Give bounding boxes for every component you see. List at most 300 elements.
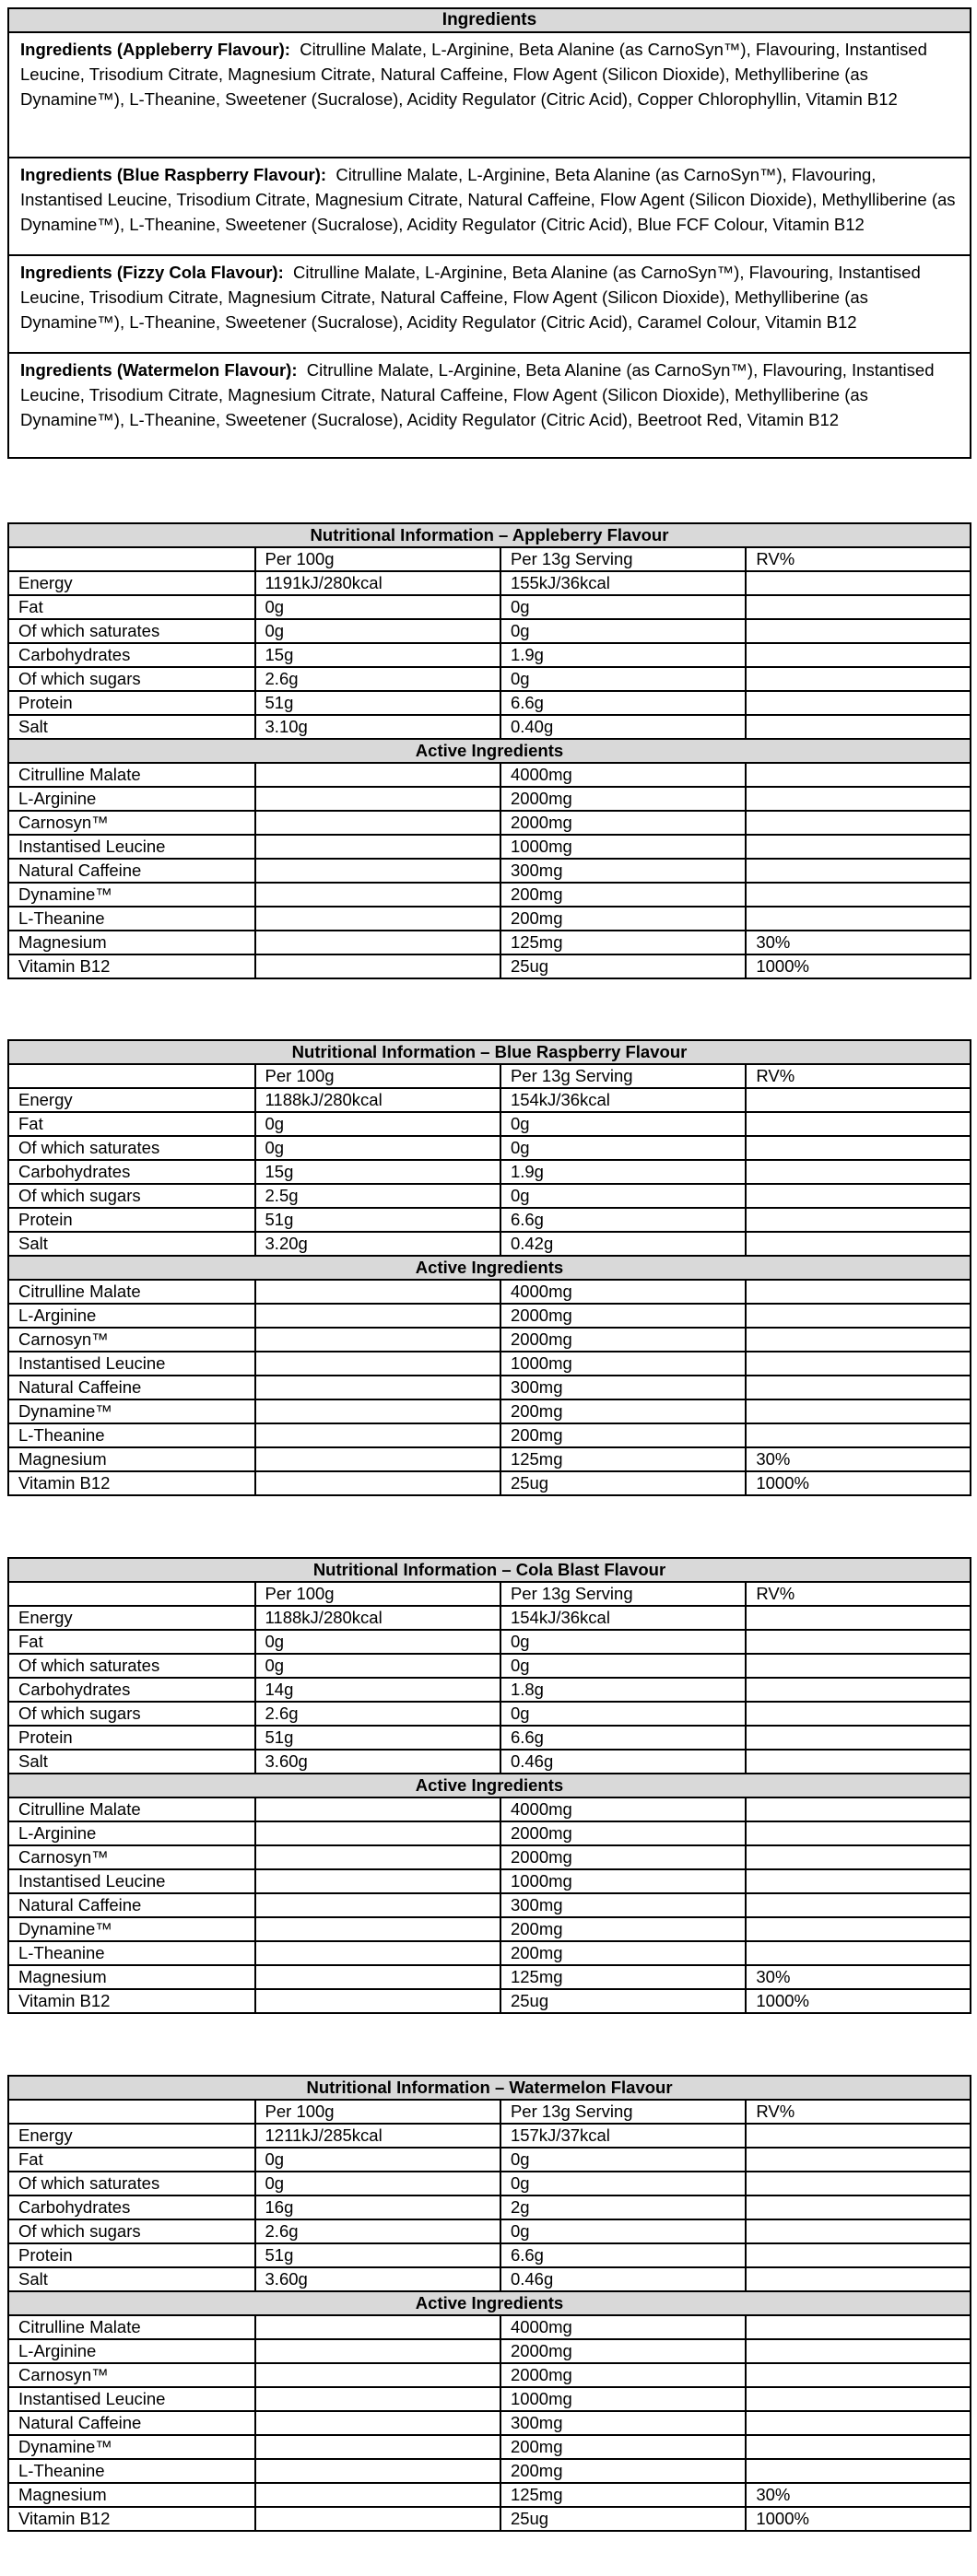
table-cell: 200mg [500, 1399, 746, 1423]
ingredients-header-row [8, 8, 971, 32]
table-cell: 25ug [500, 954, 746, 978]
table-row [8, 1965, 971, 1989]
table-row [8, 859, 971, 883]
table-cell: 1000% [746, 1471, 971, 1495]
table-cell: RV% [746, 547, 971, 571]
table-cell [8, 1582, 255, 1606]
table-cell: Citrulline Malate [8, 763, 255, 787]
table-cell: 2000mg [500, 2363, 746, 2387]
table-row [8, 2243, 971, 2267]
table-row [8, 1304, 971, 1328]
table-cell: Magnesium [8, 931, 255, 954]
table-row [8, 2315, 971, 2339]
table-cell: 1000% [746, 2507, 971, 2531]
ingredients-row [8, 353, 971, 458]
table-cell: L-Arginine [8, 2339, 255, 2363]
nutrition-table-title: Nutritional Information – Appleberry Flavour [8, 523, 971, 547]
table-cell: Fat [8, 595, 255, 619]
table-cell: Carnosyn™ [8, 1328, 255, 1352]
table-cell [746, 1917, 971, 1941]
table-cell: 200mg [500, 1941, 746, 1965]
table-row [8, 954, 971, 978]
active-ingredients-title-row [8, 1256, 971, 1280]
ingredients-cell [8, 353, 971, 458]
table-cell: 0g [255, 2148, 500, 2172]
table-cell: Natural Caffeine [8, 2411, 255, 2435]
ingredient-text: Citrulline Malate, L-Arginine, Beta Alanine (as CarnoSyn™), Flavouring, Instantised Leucine, Trisodium Citrate, Magnesium Citrate, Natural Caffeine, Flow Agent (Silicon Dioxide), Methylliberine (as Dynamine™), L-Theanine, Sweetener (Sucralose), Acidity Regulator (Citric Acid), Copper Chlorophyllin, Vitamin B12 [20, 40, 927, 109]
table-row [8, 1821, 971, 1845]
table-row [8, 1893, 971, 1917]
table-cell: 2000mg [500, 2339, 746, 2363]
table-cell: RV% [746, 1064, 971, 1088]
table-cell [746, 595, 971, 619]
table-cell: RV% [746, 2100, 971, 2124]
table-cell [746, 859, 971, 883]
nutrition-table-title: Nutritional Information – Blue Raspberry Flavour [8, 1040, 971, 1064]
table-row [8, 715, 971, 739]
ingredients-table [7, 7, 971, 459]
table-cell: 300mg [500, 1376, 746, 1399]
table-cell [746, 1941, 971, 1965]
active-ingredients-title: Active Ingredients [8, 739, 971, 763]
table-cell [255, 1280, 500, 1304]
table-cell: 200mg [500, 883, 746, 907]
table-cell: Magnesium [8, 1447, 255, 1471]
table-cell: Of which saturates [8, 619, 255, 643]
table-cell: Carbohydrates [8, 1160, 255, 1184]
table-row [8, 619, 971, 643]
table-cell [255, 1471, 500, 1495]
table-cell: Fat [8, 1630, 255, 1654]
table-cell [255, 2507, 500, 2531]
table-cell [746, 1280, 971, 1304]
table-cell [255, 1447, 500, 1471]
nutrition-table-title-row [8, 1558, 971, 1582]
table-row [8, 787, 971, 811]
table-cell: Dynamine™ [8, 1399, 255, 1423]
ingredients-row [8, 255, 971, 353]
table-cell: 0g [255, 595, 500, 619]
table-cell [255, 954, 500, 978]
table-cell [746, 1726, 971, 1750]
table-cell [746, 1328, 971, 1352]
table-row [8, 1088, 971, 1112]
table-cell: Of which sugars [8, 2219, 255, 2243]
table-cell [255, 1352, 500, 1376]
table-cell [746, 2339, 971, 2363]
table-cell: 0g [255, 2172, 500, 2195]
table-cell: Magnesium [8, 1965, 255, 1989]
table-cell [255, 2411, 500, 2435]
ingredient-label: Ingredients (Appleberry Flavour): [20, 40, 290, 59]
table-row [8, 1208, 971, 1232]
table-cell [746, 1304, 971, 1328]
table-cell [746, 691, 971, 715]
ingredients-cell [8, 158, 971, 255]
table-row [8, 1447, 971, 1471]
table-cell [746, 787, 971, 811]
table-cell [746, 571, 971, 595]
table-cell: 4000mg [500, 763, 746, 787]
table-cell: 200mg [500, 2459, 746, 2483]
table-cell: 30% [746, 1965, 971, 1989]
table-cell: Salt [8, 1750, 255, 1774]
table-cell: 30% [746, 1447, 971, 1471]
table-row [8, 2483, 971, 2507]
table-cell: 15g [255, 1160, 500, 1184]
table-cell: Magnesium [8, 2483, 255, 2507]
table-cell [746, 643, 971, 667]
table-cell: 2000mg [500, 1845, 746, 1869]
table-cell: Citrulline Malate [8, 2315, 255, 2339]
table-cell: 1000% [746, 954, 971, 978]
table-row [8, 1160, 971, 1184]
table-cell: L-Theanine [8, 1423, 255, 1447]
table-cell: 3.20g [255, 1232, 500, 1256]
table-cell: Vitamin B12 [8, 1471, 255, 1495]
table-cell: 0g [500, 2148, 746, 2172]
table-cell [255, 1893, 500, 1917]
table-cell [746, 667, 971, 691]
table-cell: Citrulline Malate [8, 1797, 255, 1821]
table-row [8, 2195, 971, 2219]
table-row [8, 1328, 971, 1352]
table-row [8, 1678, 971, 1702]
table-cell: Carnosyn™ [8, 2363, 255, 2387]
nutrition-table [7, 522, 971, 979]
table-row [8, 691, 971, 715]
table-row [8, 1941, 971, 1965]
table-cell: Fat [8, 2148, 255, 2172]
table-cell: 157kJ/37kcal [500, 2124, 746, 2148]
table-row [8, 1606, 971, 1630]
table-row [8, 1845, 971, 1869]
table-cell [255, 1376, 500, 1399]
table-cell: Per 13g Serving [500, 1582, 746, 1606]
table-cell [746, 1112, 971, 1136]
table-cell [746, 2267, 971, 2291]
table-row [8, 1750, 971, 1774]
nutrition-table-title-row [8, 2076, 971, 2100]
table-row [8, 1184, 971, 1208]
ingredients-row [8, 32, 971, 158]
nutrition-table [7, 1557, 971, 2014]
table-cell: 4000mg [500, 2315, 746, 2339]
table-cell: 300mg [500, 1893, 746, 1917]
table-cell: 0g [500, 1184, 746, 1208]
table-cell: Per 100g [255, 1582, 500, 1606]
table-row [8, 1654, 971, 1678]
table-cell: Vitamin B12 [8, 1989, 255, 2013]
table-cell [746, 2435, 971, 2459]
table-cell: Per 100g [255, 547, 500, 571]
table-cell: Per 100g [255, 1064, 500, 1088]
table-cell: 2.6g [255, 667, 500, 691]
table-cell [746, 1352, 971, 1376]
table-cell [746, 1232, 971, 1256]
table-row [8, 763, 971, 787]
table-cell: 51g [255, 1726, 500, 1750]
table-row [8, 1797, 971, 1821]
table-cell: Protein [8, 1208, 255, 1232]
table-row [8, 1869, 971, 1893]
table-cell: Per 13g Serving [500, 1064, 746, 1088]
table-cell: 0g [500, 1702, 746, 1726]
table-cell: Of which sugars [8, 667, 255, 691]
table-cell: 30% [746, 2483, 971, 2507]
table-cell [255, 1797, 500, 1821]
table-cell [255, 2363, 500, 2387]
table-cell: 6.6g [500, 1726, 746, 1750]
ingredients-cell [8, 255, 971, 353]
table-cell [746, 715, 971, 739]
table-cell: Salt [8, 2267, 255, 2291]
table-cell: Vitamin B12 [8, 2507, 255, 2531]
table-cell: Instantised Leucine [8, 2387, 255, 2411]
table-cell: 3.60g [255, 1750, 500, 1774]
table-cell: 0.42g [500, 1232, 746, 1256]
table-row [8, 883, 971, 907]
nutrition-table [7, 2075, 971, 2532]
table-cell: 2g [500, 2195, 746, 2219]
table-cell [8, 2100, 255, 2124]
table-cell: 2.6g [255, 1702, 500, 1726]
table-cell [746, 1821, 971, 1845]
table-row [8, 1423, 971, 1447]
table-cell: 1211kJ/285kcal [255, 2124, 500, 2148]
table-cell [255, 2387, 500, 2411]
table-row [8, 2219, 971, 2243]
table-cell: Of which sugars [8, 1702, 255, 1726]
table-row [8, 2387, 971, 2411]
table-cell: Per 13g Serving [500, 547, 746, 571]
table-cell: 1000mg [500, 1869, 746, 1893]
table-cell: 125mg [500, 1965, 746, 1989]
table-row [8, 931, 971, 954]
table-cell [255, 859, 500, 883]
table-cell: Salt [8, 1232, 255, 1256]
active-ingredients-title-row [8, 2291, 971, 2315]
nutrition-table-title: Nutritional Information – Watermelon Flavour [8, 2076, 971, 2100]
table-cell [255, 1423, 500, 1447]
table-cell [746, 1184, 971, 1208]
table-row [8, 2411, 971, 2435]
table-cell [746, 2387, 971, 2411]
table-cell [255, 931, 500, 954]
table-cell: Protein [8, 2243, 255, 2267]
table-cell [746, 2148, 971, 2172]
table-cell: Protein [8, 691, 255, 715]
table-cell: 154kJ/36kcal [500, 1088, 746, 1112]
table-cell: Of which sugars [8, 1184, 255, 1208]
nutrition-column-header-row [8, 547, 971, 571]
nutrition-table-title: Nutritional Information – Cola Blast Flavour [8, 1558, 971, 1582]
table-cell: 4000mg [500, 1280, 746, 1304]
table-row [8, 1136, 971, 1160]
table-cell: 1.8g [500, 1678, 746, 1702]
table-cell: L-Arginine [8, 1304, 255, 1328]
table-cell: 1000mg [500, 2387, 746, 2411]
table-cell: 200mg [500, 1423, 746, 1447]
ingredients-title: Ingredients [8, 8, 971, 32]
table-cell [746, 2243, 971, 2267]
ingredients-row [8, 158, 971, 255]
table-cell: 200mg [500, 907, 746, 931]
table-cell: 2000mg [500, 1304, 746, 1328]
table-cell: 1188kJ/280kcal [255, 1606, 500, 1630]
table-cell [255, 835, 500, 859]
table-cell: Protein [8, 1726, 255, 1750]
table-cell: 30% [746, 931, 971, 954]
table-cell: 0g [500, 1630, 746, 1654]
table-cell [746, 1893, 971, 1917]
table-cell [746, 883, 971, 907]
table-cell [746, 619, 971, 643]
table-cell [746, 2411, 971, 2435]
table-cell [746, 2124, 971, 2148]
table-row [8, 571, 971, 595]
table-cell [255, 2483, 500, 2507]
table-row [8, 1471, 971, 1495]
table-cell: Carnosyn™ [8, 1845, 255, 1869]
table-cell [8, 1064, 255, 1088]
table-cell: 125mg [500, 2483, 746, 2507]
nutrition-column-header-row [8, 2100, 971, 2124]
table-cell [255, 2315, 500, 2339]
nutrition-table-title-row [8, 1040, 971, 1064]
table-row [8, 643, 971, 667]
table-cell: Instantised Leucine [8, 1869, 255, 1893]
table-row [8, 1702, 971, 1726]
table-cell: 1000mg [500, 835, 746, 859]
table-row [8, 595, 971, 619]
table-cell: 6.6g [500, 1208, 746, 1232]
table-cell: 0g [255, 1112, 500, 1136]
table-cell [746, 2172, 971, 2195]
table-cell [255, 1845, 500, 1869]
table-cell: 0g [500, 1136, 746, 1160]
table-cell [255, 883, 500, 907]
table-row [8, 2507, 971, 2531]
table-cell: 125mg [500, 1447, 746, 1471]
table-cell: 1000% [746, 1989, 971, 2013]
table-cell [255, 1917, 500, 1941]
table-cell [746, 1678, 971, 1702]
table-cell: L-Theanine [8, 907, 255, 931]
table-row [8, 811, 971, 835]
table-row [8, 2459, 971, 2483]
table-cell: 0g [255, 1654, 500, 1678]
table-cell [255, 1869, 500, 1893]
table-cell [746, 1136, 971, 1160]
table-cell [746, 1630, 971, 1654]
table-cell: 0g [500, 2172, 746, 2195]
table-cell: Carbohydrates [8, 643, 255, 667]
table-row [8, 1352, 971, 1376]
table-cell [746, 1845, 971, 1869]
table-cell: Natural Caffeine [8, 1893, 255, 1917]
active-ingredients-title-row [8, 739, 971, 763]
table-cell [746, 1088, 971, 1112]
table-cell: Dynamine™ [8, 883, 255, 907]
table-row [8, 1376, 971, 1399]
table-cell [746, 1702, 971, 1726]
table-cell: Dynamine™ [8, 2435, 255, 2459]
table-cell: 4000mg [500, 1797, 746, 1821]
table-cell: 0g [255, 619, 500, 643]
table-cell [255, 1989, 500, 2013]
table-cell: 300mg [500, 859, 746, 883]
table-cell: Energy [8, 2124, 255, 2148]
ingredient-label: Ingredients (Blue Raspberry Flavour): [20, 165, 327, 184]
table-row [8, 1989, 971, 2013]
table-cell [746, 1606, 971, 1630]
table-row [8, 1112, 971, 1136]
table-cell: 0g [500, 619, 746, 643]
table-cell: RV% [746, 1582, 971, 1606]
table-cell [746, 1160, 971, 1184]
ingredient-text: Citrulline Malate, L-Arginine, Beta Alanine (as CarnoSyn™), Flavouring, Instantised Leucine, Trisodium Citrate, Magnesium Citrate, Natural Caffeine, Flow Agent (Silicon Dioxide), Methylliberine (as Dynamine™), L-Theanine, Sweetener (Sucralose), Acidity Regulator (Citric Acid), Caramel Colour, Vitamin B12 [20, 263, 921, 332]
ingredient-label: Ingredients (Fizzy Cola Flavour): [20, 263, 284, 282]
table-cell [746, 2195, 971, 2219]
table-cell: L-Theanine [8, 2459, 255, 2483]
table-cell: 0.46g [500, 1750, 746, 1774]
table-cell: 3.10g [255, 715, 500, 739]
table-cell: 1.9g [500, 1160, 746, 1184]
ingredients-cell [8, 32, 971, 158]
table-cell: L-Arginine [8, 1821, 255, 1845]
table-cell [746, 1750, 971, 1774]
table-cell: 0g [255, 1630, 500, 1654]
table-row [8, 835, 971, 859]
table-cell: Carnosyn™ [8, 811, 255, 835]
table-cell [746, 811, 971, 835]
table-cell [255, 1328, 500, 1352]
table-cell: Vitamin B12 [8, 954, 255, 978]
table-cell: 300mg [500, 2411, 746, 2435]
ingredient-text: Citrulline Malate, L-Arginine, Beta Alanine (as CarnoSyn™), Flavouring, Instantised Leucine, Trisodium Citrate, Magnesium Citrate, Natural Caffeine, Flow Agent (Silicon Dioxide), Methylliberine (as Dynamine™), L-Theanine, Sweetener (Sucralose), Acidity Regulator (Citric Acid), Beetroot Red, Vitamin B12 [20, 360, 935, 429]
table-row [8, 2339, 971, 2363]
table-cell [746, 2363, 971, 2387]
table-row [8, 1726, 971, 1750]
table-cell [746, 2459, 971, 2483]
table-cell: Natural Caffeine [8, 859, 255, 883]
ingredient-label: Ingredients (Watermelon Flavour): [20, 360, 298, 380]
nutrition-column-header-row [8, 1582, 971, 1606]
table-cell: 155kJ/36kcal [500, 571, 746, 595]
table-cell: 51g [255, 2243, 500, 2267]
table-cell: Of which saturates [8, 1136, 255, 1160]
table-cell: 3.60g [255, 2267, 500, 2291]
table-cell: 1.9g [500, 643, 746, 667]
table-cell [255, 2339, 500, 2363]
table-cell: Natural Caffeine [8, 1376, 255, 1399]
active-ingredients-title: Active Ingredients [8, 2291, 971, 2315]
table-cell: Energy [8, 571, 255, 595]
table-cell [746, 1423, 971, 1447]
table-cell: Citrulline Malate [8, 1280, 255, 1304]
table-cell: 6.6g [500, 691, 746, 715]
table-cell: Carbohydrates [8, 1678, 255, 1702]
table-cell [746, 1869, 971, 1893]
table-row [8, 1630, 971, 1654]
table-cell: 2.6g [255, 2219, 500, 2243]
table-cell [255, 1399, 500, 1423]
table-cell: 6.6g [500, 2243, 746, 2267]
active-ingredients-title: Active Ingredients [8, 1774, 971, 1797]
table-cell: 2000mg [500, 787, 746, 811]
table-cell [255, 787, 500, 811]
